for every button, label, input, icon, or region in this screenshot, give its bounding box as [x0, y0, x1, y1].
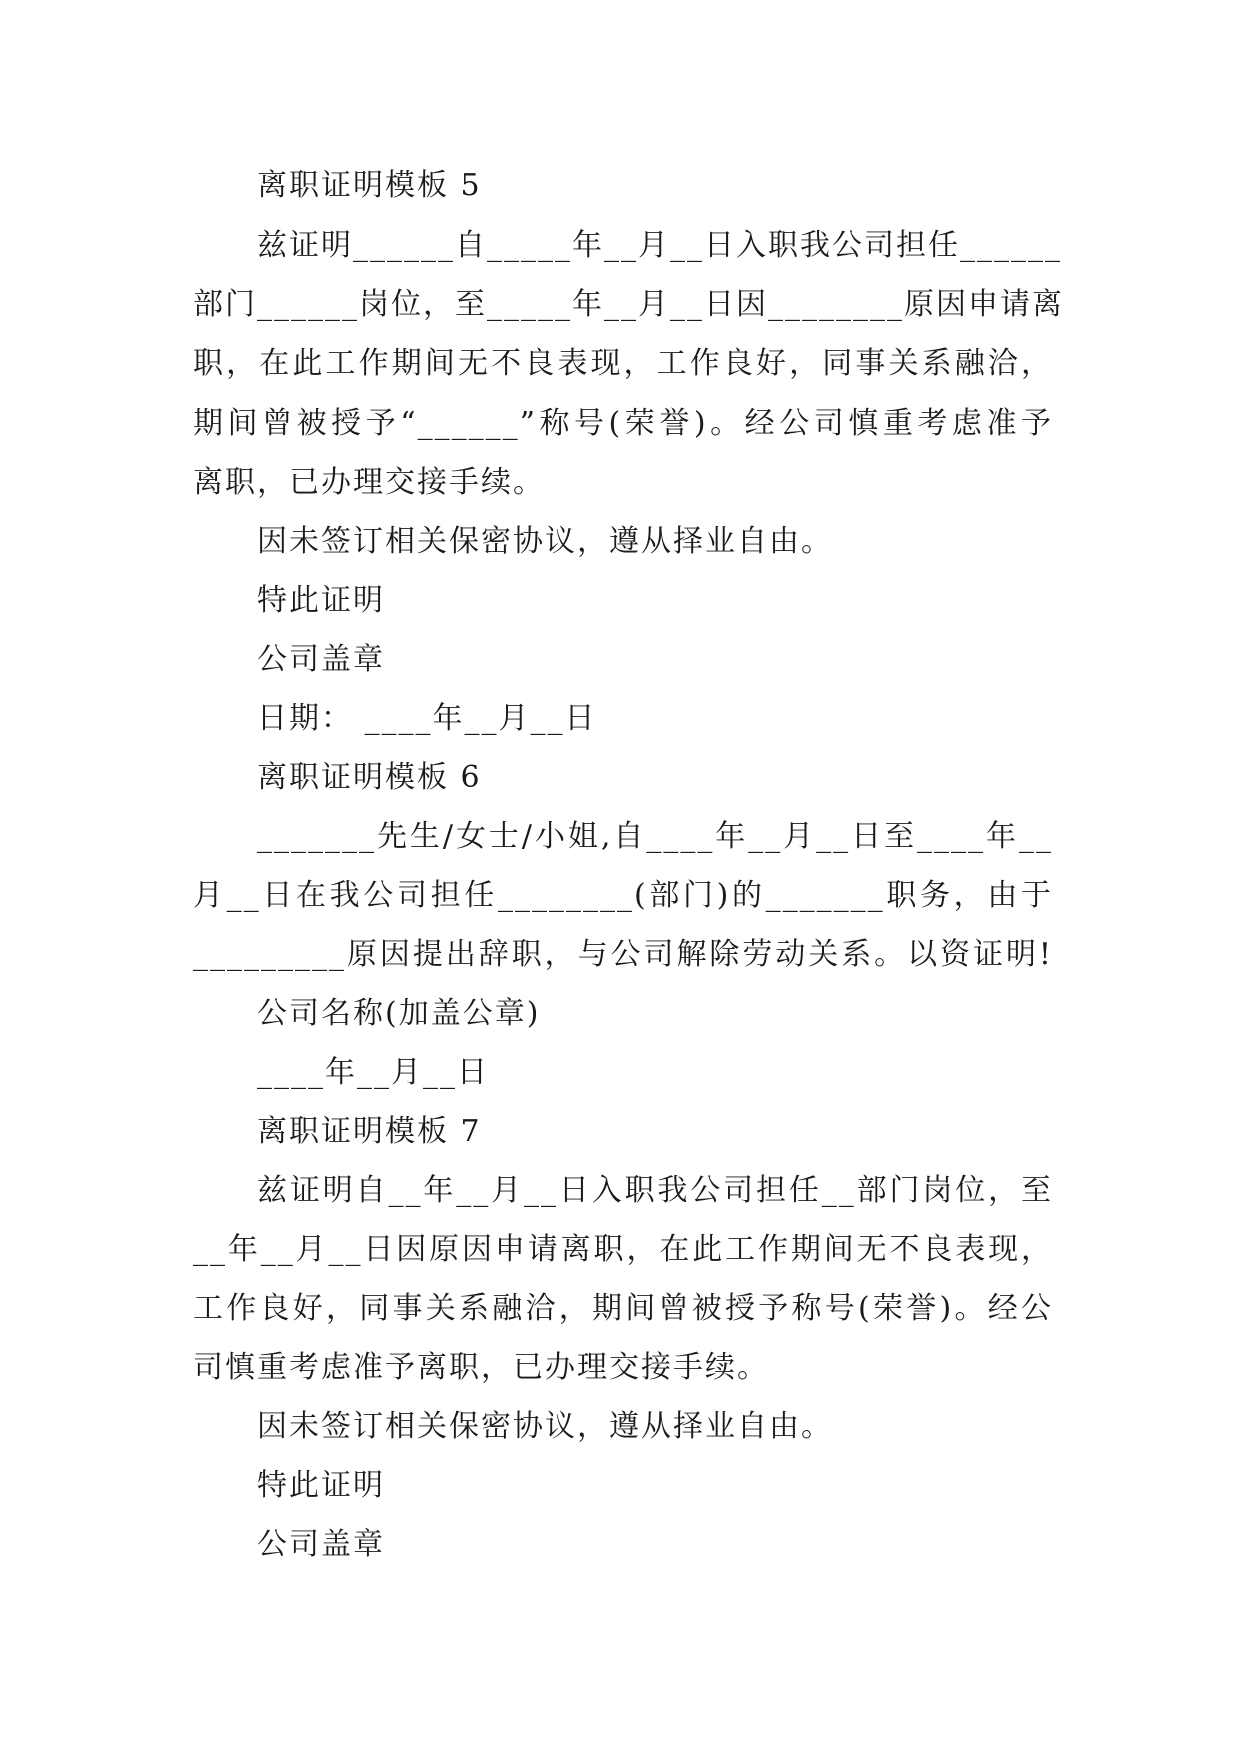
paragraph-6-line-1: _______先生/女士/小姐,自____年__月__日至____年__	[257, 819, 1053, 854]
paragraph-5-line-2: 部门______岗位，至_____年__月__日因________原因申请离	[193, 287, 1064, 322]
paragraph-7-line-2: __年__月__日因原因申请离职，在此工作期间无不良表现，	[193, 1232, 1053, 1267]
confidentiality-note-5: 因未签订相关保密协议，遵从择业自由。	[257, 524, 833, 559]
company-name-line-6: 公司名称(加盖公章)	[257, 996, 541, 1031]
section-title-6: 离职证明模板 6	[257, 760, 482, 795]
paragraph-6-line-3: _________原因提出辞职，与公司解除劳动关系。以资证明!	[193, 937, 1053, 972]
confidentiality-note-7: 因未签订相关保密协议，遵从择业自由。	[257, 1409, 833, 1444]
company-stamp-7: 公司盖章	[257, 1527, 385, 1562]
date-line-5: 日期： ____年__月__日	[257, 701, 597, 736]
paragraph-5-line-1: 兹证明______自_____年__月__日入职我公司担任______	[257, 228, 1062, 263]
company-stamp-5: 公司盖章	[257, 642, 385, 677]
certify-line-7: 特此证明	[257, 1468, 385, 1503]
paragraph-7-line-1: 兹证明自__年__月__日入职我公司担任__部门岗位，至	[257, 1173, 1053, 1208]
paragraph-5-line-5: 离职，已办理交接手续。	[193, 465, 545, 500]
paragraph-7-line-4: 司慎重考虑准予离职，已办理交接手续。	[193, 1350, 769, 1385]
section-title-5: 离职证明模板 5	[257, 168, 482, 203]
date-line-6: ____年__月__日	[257, 1055, 489, 1090]
paragraph-6-line-2: 月__日在我公司担任________(部门)的_______职务，由于	[193, 878, 1053, 913]
paragraph-7-line-3: 工作良好，同事关系融洽，期间曾被授予称号(荣誉)。经公	[193, 1291, 1053, 1326]
section-title-7: 离职证明模板 7	[257, 1114, 482, 1149]
paragraph-5-line-3: 职，在此工作期间无不良表现，工作良好，同事关系融洽，	[193, 346, 1053, 381]
paragraph-5-line-4: 期间曾被授予“______”称号(荣誉)。经公司慎重考虑准予	[193, 406, 1053, 441]
certify-line-5: 特此证明	[257, 583, 385, 618]
